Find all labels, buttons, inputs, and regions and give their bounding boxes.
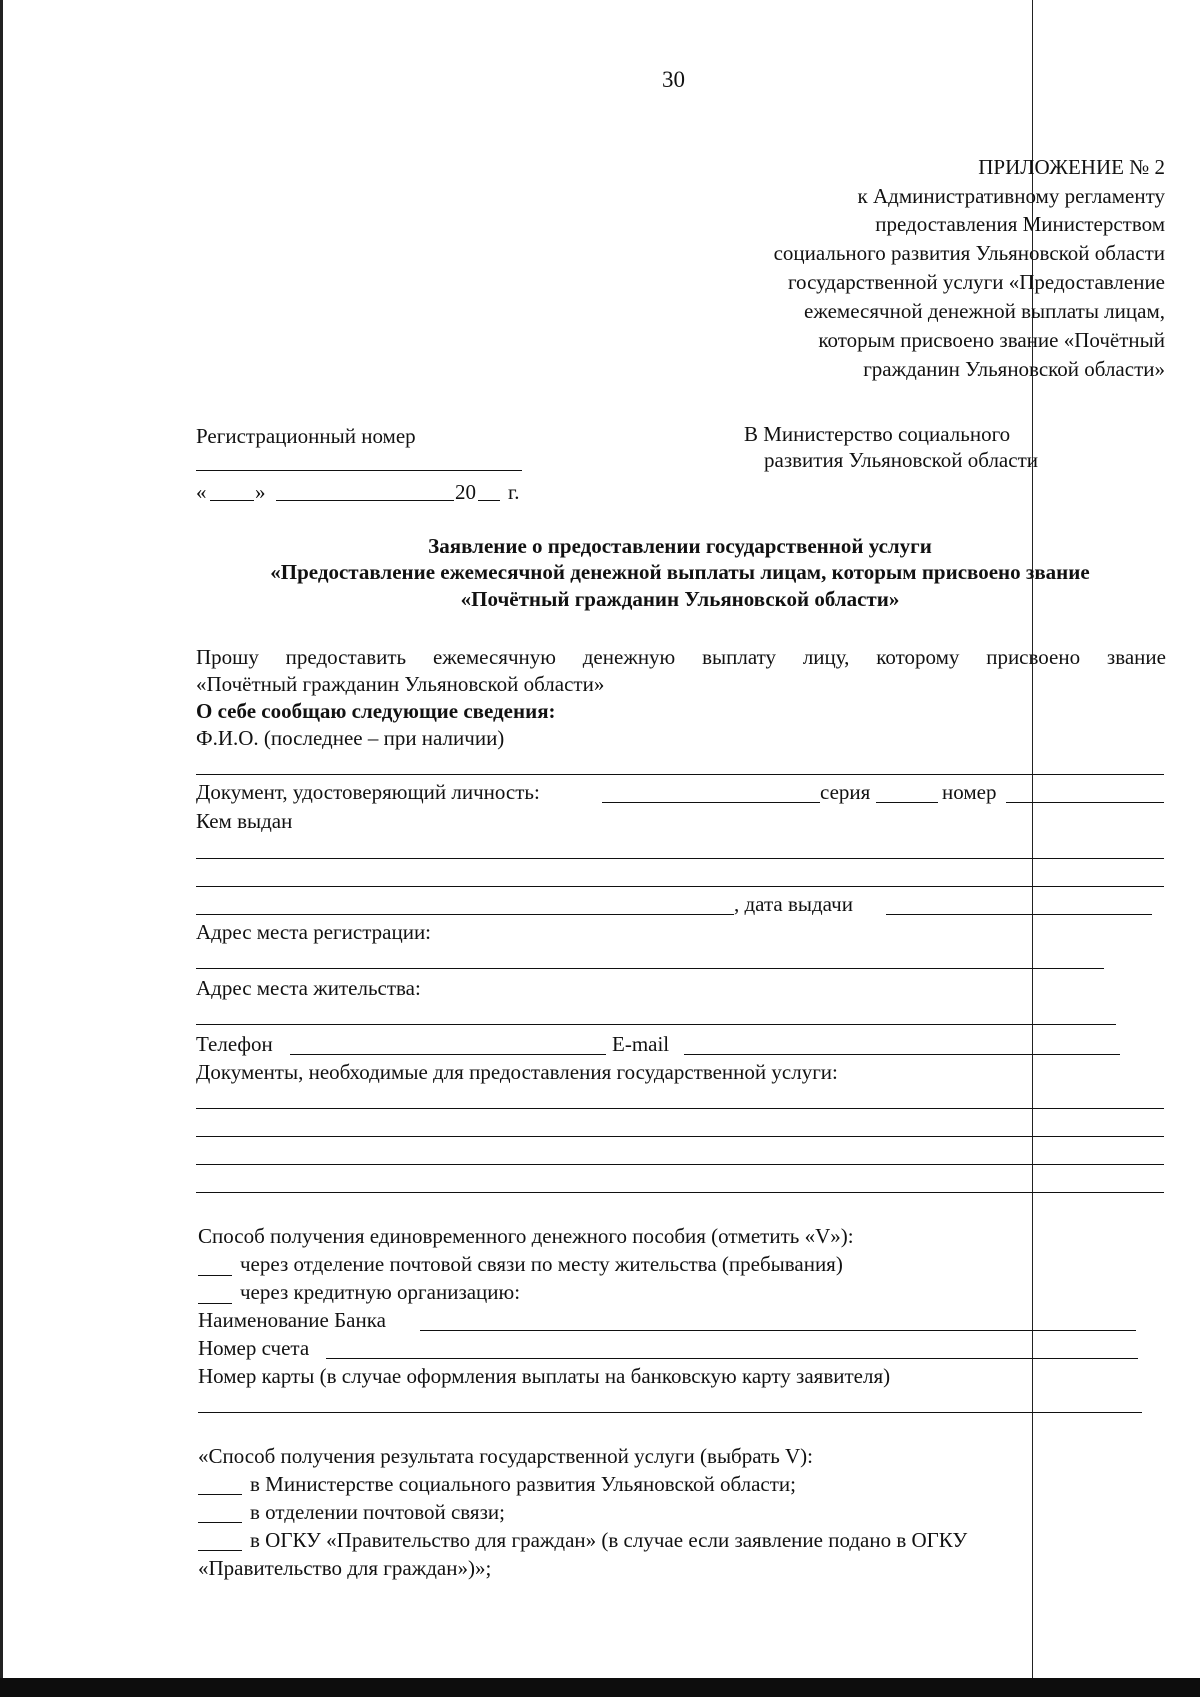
addressee-line2: развития Ульяновской области <box>764 448 1038 472</box>
request-word: выплату <box>702 645 776 669</box>
document-type-line[interactable] <box>602 802 820 803</box>
request-word: которому <box>876 645 960 669</box>
card-line[interactable] <box>198 1412 1142 1413</box>
result-ministry-checkbox[interactable] <box>198 1494 242 1495</box>
bank-name-label: Наименование Банка <box>198 1308 386 1332</box>
result-post-option: в отделении почтовой связи; <box>250 1500 505 1524</box>
result-post-checkbox[interactable] <box>198 1522 242 1523</box>
registration-number-line[interactable] <box>196 470 522 471</box>
email-line[interactable] <box>684 1054 1120 1055</box>
issue-date-line[interactable] <box>886 914 1152 915</box>
heading-line2: «Предоставление ежемесячной денежной выплаты лицам, которым присвоено звание <box>270 560 1090 584</box>
account-label: Номер счета <box>198 1336 310 1360</box>
date-day-line[interactable] <box>210 500 254 501</box>
live-address-line[interactable] <box>196 1024 1116 1025</box>
request-word: ежемесячную <box>432 645 556 669</box>
bank-name-line[interactable] <box>420 1330 1136 1331</box>
number-line[interactable] <box>1006 802 1164 803</box>
appendix-line: социального развития Ульяновской области <box>773 241 1165 265</box>
card-label: Номер карты (в случае оформления выплаты на банковскую карту заявителя) <box>198 1364 891 1388</box>
result-ministry-option: в Министерстве социального развития Ульяновской области; <box>250 1472 796 1496</box>
page-number: 30 <box>662 67 685 92</box>
fio-line[interactable] <box>196 774 1164 775</box>
request-word: присвоено <box>986 645 1081 669</box>
reg-address-line[interactable] <box>196 968 1104 969</box>
documents-line[interactable] <box>196 1192 1164 1193</box>
account-line[interactable] <box>326 1358 1138 1359</box>
self-info-heading: О себе сообщаю следующие сведения: <box>196 699 556 723</box>
payment-credit-option: через кредитную организацию: <box>240 1280 521 1304</box>
payment-post-checkbox[interactable] <box>198 1275 232 1276</box>
request-word: звание <box>1106 645 1166 669</box>
phone-label: Телефон <box>196 1032 273 1056</box>
date-open-quote: « <box>196 480 207 504</box>
result-ogku-continuation: «Правительство для граждан»)»; <box>198 1556 492 1580</box>
date-year-line[interactable] <box>478 500 500 501</box>
issue-date-label: , дата выдачи <box>734 892 853 916</box>
request-line2: «Почётный гражданин Ульяновской области» <box>196 672 605 696</box>
series-line[interactable] <box>876 802 938 803</box>
issued-by-line[interactable] <box>196 914 734 915</box>
date-close-quote: » <box>255 480 266 504</box>
appendix-line: государственной услуги «Предоставление <box>787 270 1165 294</box>
documents-line[interactable] <box>196 1136 1164 1137</box>
request-line1 <box>196 643 1166 671</box>
date-year-suffix: г. <box>508 480 520 504</box>
date-year-prefix: 20 <box>455 480 476 504</box>
scan-left-edge <box>0 0 3 1697</box>
result-title: «Способ получения результата государственной услуги (выбрать V): <box>198 1444 814 1468</box>
heading-line1: Заявление о предоставлении государственной услуги <box>428 534 932 558</box>
scan-bottom-border <box>0 1678 1200 1697</box>
appendix-line: к Административному регламенту <box>857 184 1165 208</box>
result-ogku-option: в ОГКУ «Правительство для граждан» (в случае если заявление подано в ОГКУ <box>250 1528 968 1552</box>
registration-label: Регистрационный номер <box>196 424 416 448</box>
payment-credit-checkbox[interactable] <box>198 1303 232 1304</box>
documents-line[interactable] <box>196 1108 1164 1109</box>
payment-post-option: через отделение почтовой связи по месту жительства (пребывания) <box>240 1252 843 1276</box>
appendix-line: предоставления Министерством <box>875 212 1165 236</box>
document-label: Документ, удостоверяющий личность: <box>196 780 540 804</box>
result-ogku-checkbox[interactable] <box>198 1550 242 1551</box>
live-address-label: Адрес места жительства: <box>196 976 421 1000</box>
phone-line[interactable] <box>290 1054 606 1055</box>
documents-line[interactable] <box>196 1164 1164 1165</box>
request-word: предоставить <box>285 645 407 669</box>
issued-by-label: Кем выдан <box>196 809 293 833</box>
appendix-line: гражданин Ульяновской области» <box>863 357 1165 381</box>
number-label: номер <box>942 780 997 804</box>
heading-line3: «Почётный гражданин Ульяновской области» <box>460 587 900 611</box>
payment-title: Способ получения единовременного денежного пособия (отметить «V»): <box>198 1224 854 1248</box>
documents-label: Документы, необходимые для предоставления государственной услуги: <box>196 1060 838 1084</box>
request-word: Прошу <box>196 645 259 669</box>
issued-by-line[interactable] <box>196 858 1164 859</box>
email-label: E-mail <box>612 1032 670 1056</box>
appendix-line: которым присвоено звание «Почётный <box>818 328 1165 352</box>
addressee-line1: В Министерство социального <box>744 422 1011 446</box>
date-month-line[interactable] <box>276 500 454 501</box>
request-word: денежную <box>582 645 676 669</box>
series-label: серия <box>820 780 871 804</box>
issued-by-line[interactable] <box>196 886 1164 887</box>
request-word: лицу, <box>802 645 850 669</box>
fio-label: Ф.И.О. (последнее – при наличии) <box>196 726 505 750</box>
appendix-title: ПРИЛОЖЕНИЕ № 2 <box>978 155 1165 179</box>
appendix-line: ежемесячной денежной выплаты лицам, <box>804 299 1165 323</box>
reg-address-label: Адрес места регистрации: <box>196 920 432 944</box>
